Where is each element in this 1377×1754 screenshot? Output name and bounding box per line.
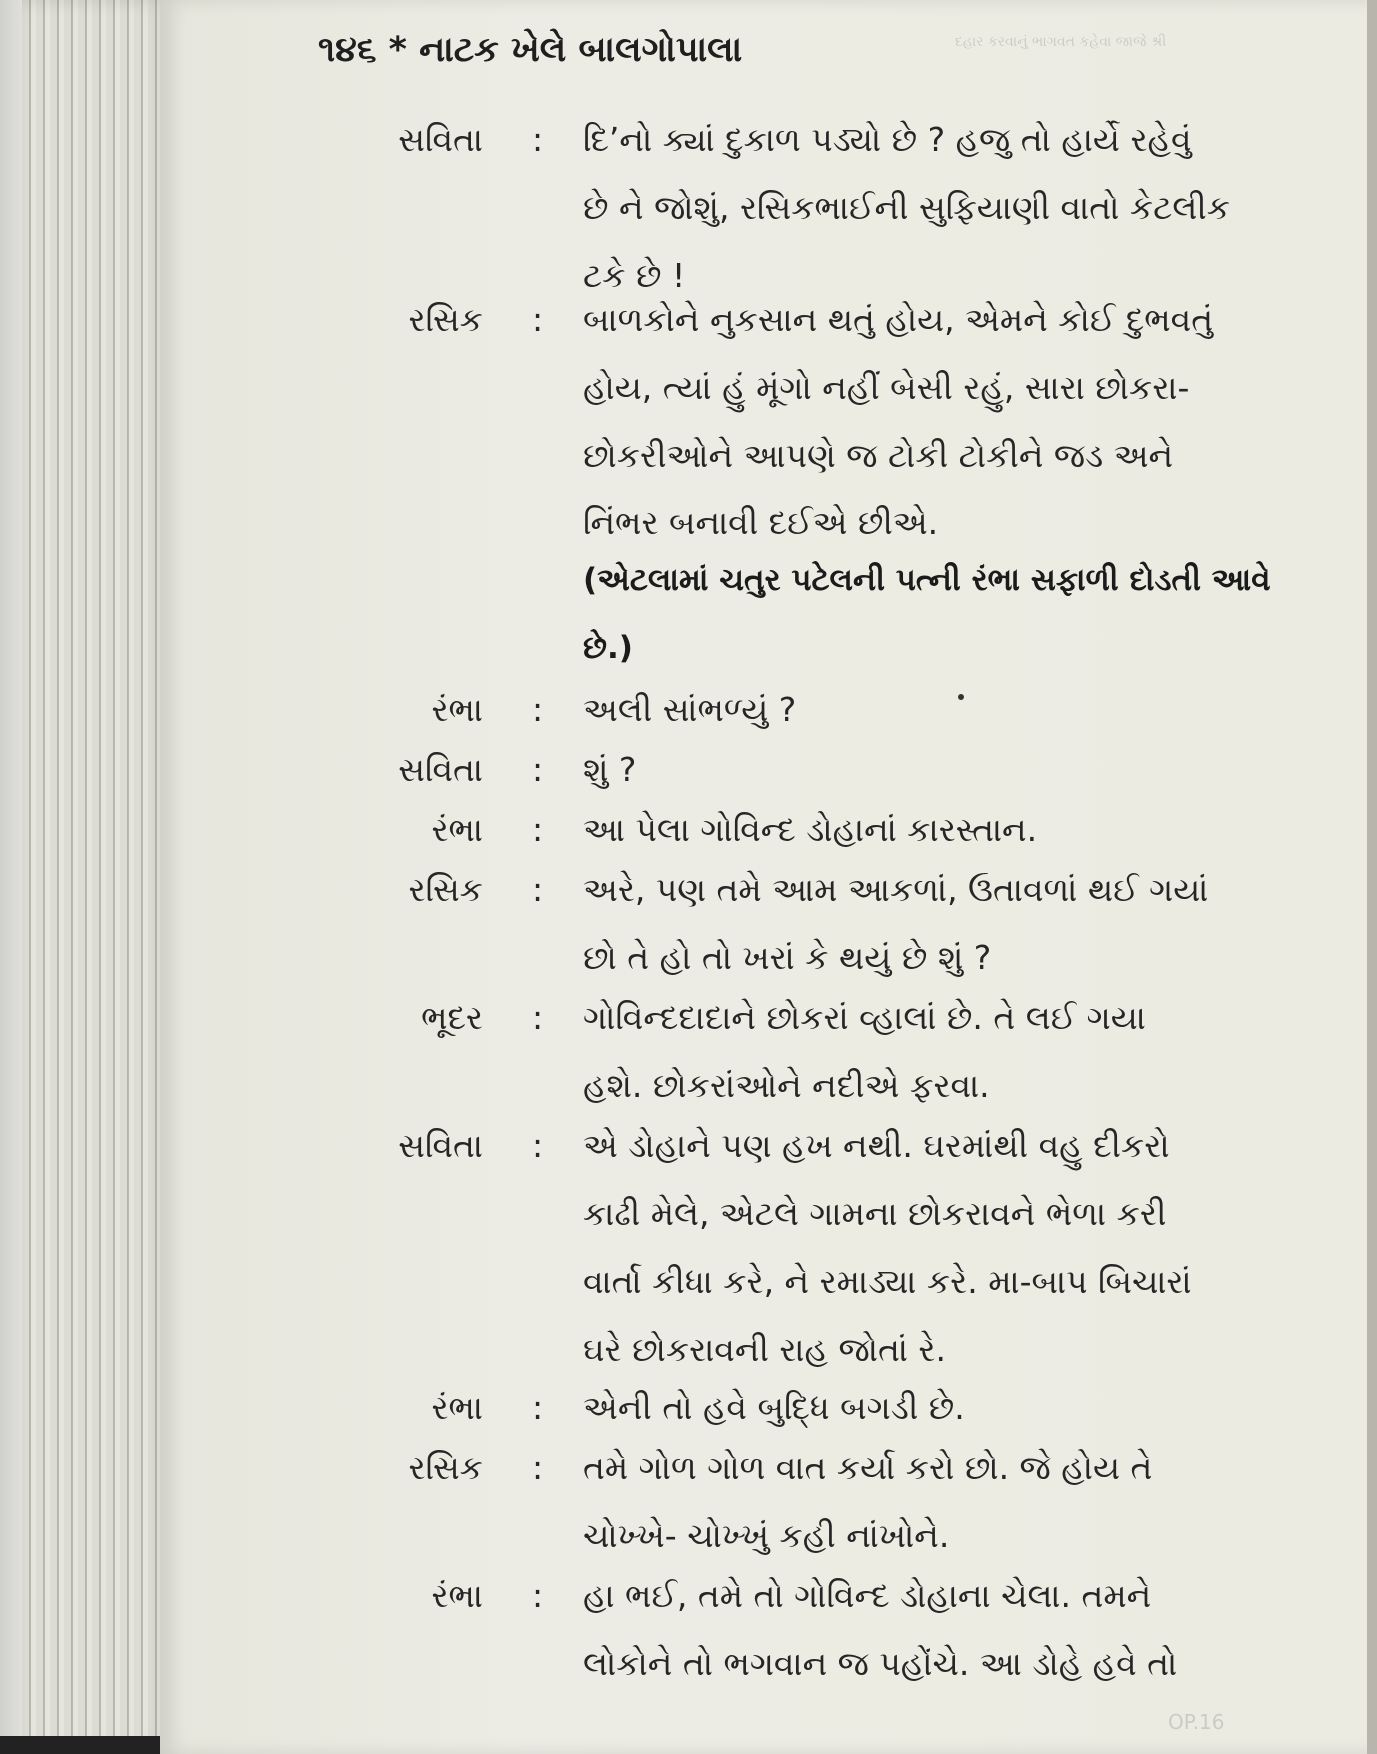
- dialogue-line: છો તે હો તો ખરાં કે થયું છે શું ?: [583, 938, 992, 977]
- bleed-through-header: દહાર કરવાનું ભાગવત કહેવા જાજે શ્રી: [955, 34, 1167, 50]
- speaker-name: સવિતા: [398, 120, 483, 159]
- stage-direction-line: છે.): [583, 630, 633, 666]
- speaker-name: રસિક: [408, 870, 483, 909]
- dialogue-line: એ ડોહાને પણ હખ નથી. ઘરમાંથી વહુ દીકરો: [583, 1126, 1170, 1165]
- page-header: ૧૪૬ * નાટક ખેલે બાલગોપાલા: [318, 30, 743, 70]
- speaker-name: રંભા: [431, 810, 483, 849]
- speaker-name: રંભા: [431, 1576, 483, 1615]
- dialogue-line: નિંભર બનાવી દઈએ છીએ.: [583, 503, 939, 542]
- dialogue-line: ચોખ્ખે- ચોખ્ખું કહી નાંખોને.: [583, 1516, 950, 1555]
- dialogue-line: હશે. છોકરાંઓને નદીએ ફરવા.: [583, 1066, 990, 1105]
- dialogue-line: છોકરીઓને આપણે જ ટોકી ટોકીને જડ અને: [583, 436, 1174, 475]
- stage-direction-line: (એટલામાં ચતુર પટેલની પત્ની રંભા સફાળી દોડતી આવે: [583, 562, 1271, 598]
- dialogue-line: આ પેલા ગોવિન્દ ડોહાનાં કારસ્તાન.: [583, 810, 1038, 849]
- dialogue-line: બાળકોને નુકસાન થતું હોય, એમને કોઈ દુભવતું: [583, 300, 1214, 339]
- speaker-colon: :: [532, 1388, 544, 1427]
- speaker-colon: :: [532, 1448, 544, 1487]
- dialogue-line: છે ને જોશું, રસિકભાઈની સુફિયાણી વાતો કેટલીક: [583, 188, 1231, 227]
- speaker-colon: :: [532, 1576, 544, 1615]
- speaker-name: રંભા: [431, 690, 483, 729]
- dialogue-line: અરે, પણ તમે આમ આકળાં, ઉતાવળાં થઈ ગયાં: [583, 870, 1209, 909]
- dialogue-line: શું ?: [583, 750, 637, 789]
- dialogue-line: ટકે છે !: [583, 256, 686, 295]
- speaker-colon: :: [532, 998, 544, 1037]
- book-bottom-shadow: [0, 1736, 172, 1754]
- dialogue-line: ગોવિન્દદાદાને છોકરાં વ્હાલાં છે. તે લઈ ગયા: [583, 998, 1146, 1037]
- speaker-name: રસિક: [408, 1448, 483, 1487]
- speaker-colon: :: [532, 870, 544, 909]
- page-right-edge: [1367, 0, 1377, 1754]
- dialogue-line: એની તો હવે બુદ્ધિ બગડી છે.: [583, 1388, 965, 1427]
- dialogue-line: હા ભઈ, તમે તો ગોવિન્દ ડોહાના ચેલા. તમને: [583, 1576, 1152, 1615]
- speaker-name: રસિક: [408, 300, 483, 339]
- dialogue-line: ઘરે છોકરાવની રાહ જોતાં રે.: [583, 1330, 946, 1369]
- book-page-edges: [22, 0, 172, 1754]
- speaker-colon: :: [532, 1126, 544, 1165]
- dialogue-line: અલી સાંભળ્યું ?: [583, 690, 797, 729]
- speaker-colon: :: [532, 690, 544, 729]
- speaker-colon: :: [532, 300, 544, 339]
- dialogue-line: કાઢી મેલે, એટલે ગામના છોકરાવને ભેળા કરી: [583, 1194, 1167, 1233]
- speaker-name: સવિતા: [398, 1126, 483, 1165]
- dialogue-line: હોય, ત્યાં હું મૂંગો નહીં બેસી રહું, સારા છોકરા-: [583, 368, 1190, 407]
- ink-dot: [958, 694, 964, 700]
- bleed-through-footer: OP.16: [1168, 1710, 1225, 1734]
- speaker-colon: :: [532, 120, 544, 159]
- dialogue-line: દિ’નો ક્યાં દુકાળ પડ્યો છે ? હજુ તો હાર્યે રહેવું: [583, 120, 1192, 159]
- speaker-name: રંભા: [431, 1388, 483, 1427]
- speaker-name: સવિતા: [398, 750, 483, 789]
- dialogue-line: તમે ગોળ ગોળ વાત કર્યા કરો છો. જે હોય તે: [583, 1448, 1153, 1487]
- speaker-colon: :: [532, 750, 544, 789]
- speaker-colon: :: [532, 810, 544, 849]
- speaker-name: ભૂદર: [421, 998, 483, 1037]
- dialogue-line: વાર્તા કીધા કરે, ને રમાડ્યા કરે. મા-બાપ બિચારાં: [583, 1262, 1192, 1301]
- dialogue-line: લોકોને તો ભગવાન જ પહોંચે. આ ડોહે હવે તો: [583, 1644, 1178, 1683]
